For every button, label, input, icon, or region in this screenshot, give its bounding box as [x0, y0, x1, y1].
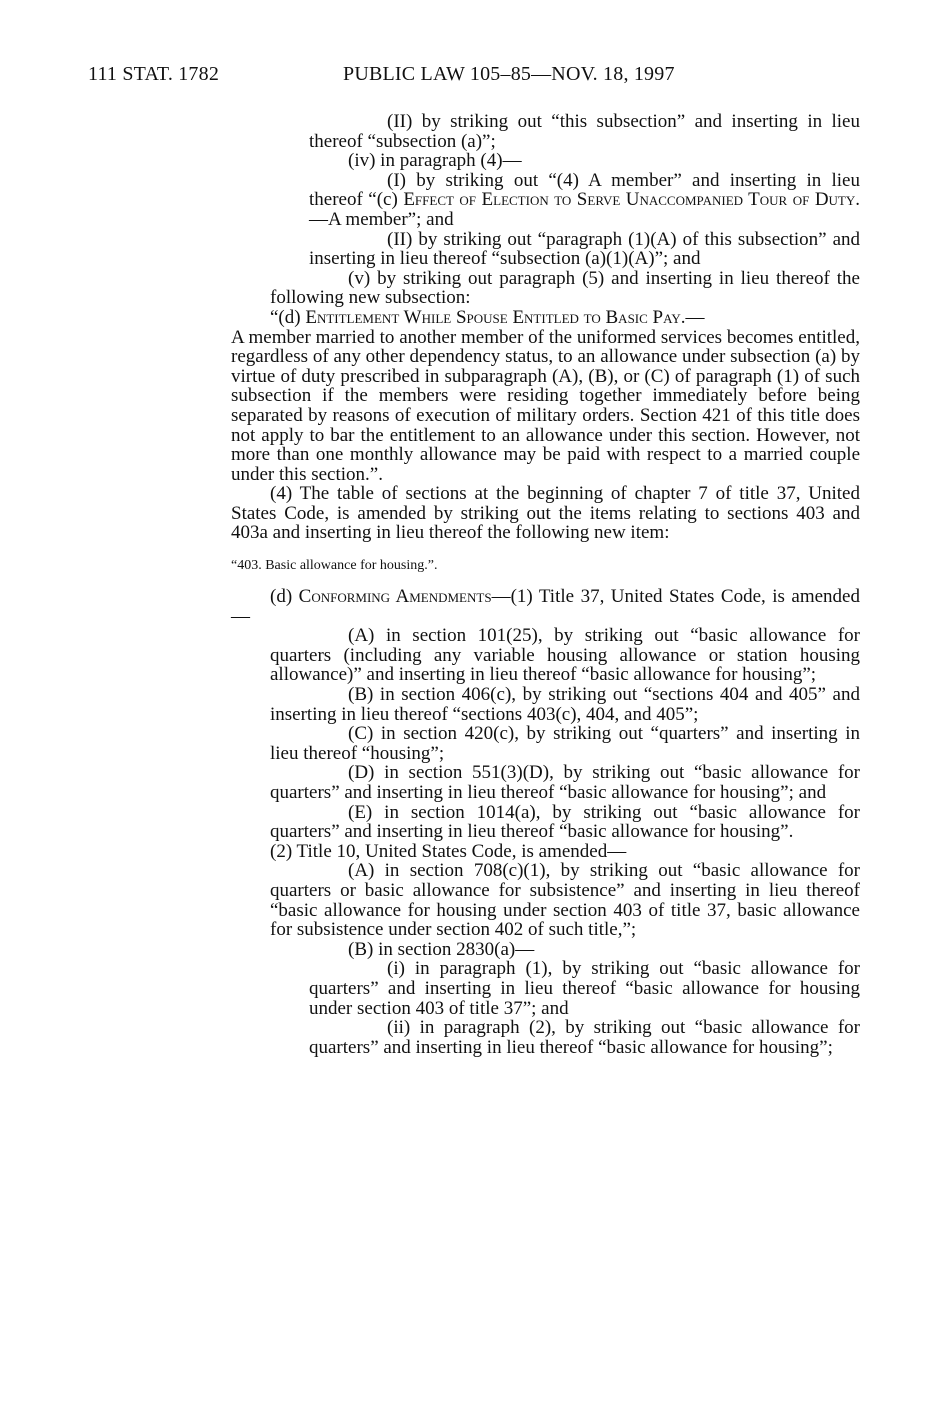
paragraph-d1-E: (E) in section 1014(a), by striking out “basic allowance for quarters” and inserting in lieu thereof “basic allowance for housing”. [270, 801, 860, 843]
conforming-amendments-heading [231, 587, 860, 626]
conforming-caps: Conforming Amendments [298, 586, 492, 608]
paragraph-d2-A: (A) in section 708(c)(1), by striking out “basic allowance for quarters or basic allowance for subsistence” and inserting in lieu thereof “basic allowance for housing under section 403 of title 37, basic allowance for subsistence under section 402 of such title,”; [270, 860, 860, 941]
paragraph-iv: (iv) in paragraph (4)— [348, 150, 522, 172]
paragraph-iv-I-before: (I) by striking out “(4) A member” and inserting in lieu thereof “(c) [309, 169, 860, 211]
subsection-d-caps: Entitlement While Spouse Entitled to Basic Pay [305, 306, 681, 328]
paragraph-v: (v) by striking out paragraph (5) and inserting in lieu thereof the following new subsection: [270, 267, 860, 309]
conforming-lead: (d) [270, 586, 299, 608]
paragraph-d1-C: (C) in section 420(c), by striking out “quarters” and inserting in lieu thereof “housing”; [270, 723, 860, 764]
paragraph-d2-B-ii: (ii) in paragraph (2), by striking out “basic allowance for quarters” and inserting in lieu thereof “basic allowance for housing”; [309, 1017, 860, 1058]
conforming-text: —(1) Title 37, United States Code, is amended— [231, 586, 860, 627]
subsection-d-close: .— [680, 306, 705, 328]
document-body [231, 112, 860, 1057]
paragraph-iii-II: (II) by striking out “this subsection” and inserting in lieu thereof “subsection (a)”; [309, 111, 860, 152]
paragraph-iv-I-heading: Effect of Election to Serve Unaccompanied Tour of Duty [403, 189, 856, 211]
paragraph-d2: (2) Title 10, United States Code, is amended— [270, 840, 627, 862]
paragraph-d2-B-i: (i) in paragraph (1), by striking out “basic allowance for quarters” and inserting in lieu thereof “basic allowance for housing under section 403 of title 37”; and [309, 958, 860, 1019]
paragraph-iv-I-after: .—A member”; and [309, 189, 861, 230]
paragraph-d2-B: (B) in section 2830(a)— [348, 938, 535, 960]
paragraph-d1-A: (A) in section 101(25), by striking out “basic allowance for quarters (including any variable housing allowance or station housing allowance)” and inserting in lieu thereof “basic allowance for housing”; [270, 625, 860, 686]
statute-citation: 111 STAT. 1782 [88, 63, 220, 85]
subsection-d-open: “(d) [270, 306, 306, 328]
subsection-d-text: A member married to another member of the uniformed services becomes entitled, regardless of any other dependency status, to an allowance under subsection (a) by virtue of duty prescribed in subparagraph (A), (B), or (C) of paragraph (1) of such subsection if the members were residing together immediately before being separated by reasons of execution of military orders. Section 421 of this title does not apply to bar the entitlement to an allowance under this section. However, not more than one monthly allowance may be paid with respect to a married couple under this section.”. [231, 326, 860, 485]
subsection-d-heading [231, 308, 860, 328]
paragraph-iv-I [231, 171, 860, 230]
paragraph-4: (4) The table of sections at the beginning of chapter 7 of title 37, United States Code, is amended by striking out the items relating to sections 403 and 403a and inserting in lieu thereof the following new item: [231, 483, 860, 544]
paragraph-d1-B: (B) in section 406(c), by striking out “sections 404 and 405” and inserting in lieu thereof “sections 403(c), 404, and 405”; [270, 684, 860, 725]
paragraph-iv-II: (II) by striking out “paragraph (1)(A) of this subsection” and inserting in lieu thereof “subsection (a)(1)(A)”; and [309, 228, 860, 270]
table-of-sections-item: “403. Basic allowance for housing.”. [231, 558, 438, 574]
paragraph-d1-D: (D) in section 551(3)(D), by striking out “basic allowance for quarters” and inserting in lieu thereof “basic allowance for housing”; and [270, 762, 860, 803]
public-law-citation: PUBLIC LAW 105–85—NOV. 18, 1997 [343, 63, 675, 85]
